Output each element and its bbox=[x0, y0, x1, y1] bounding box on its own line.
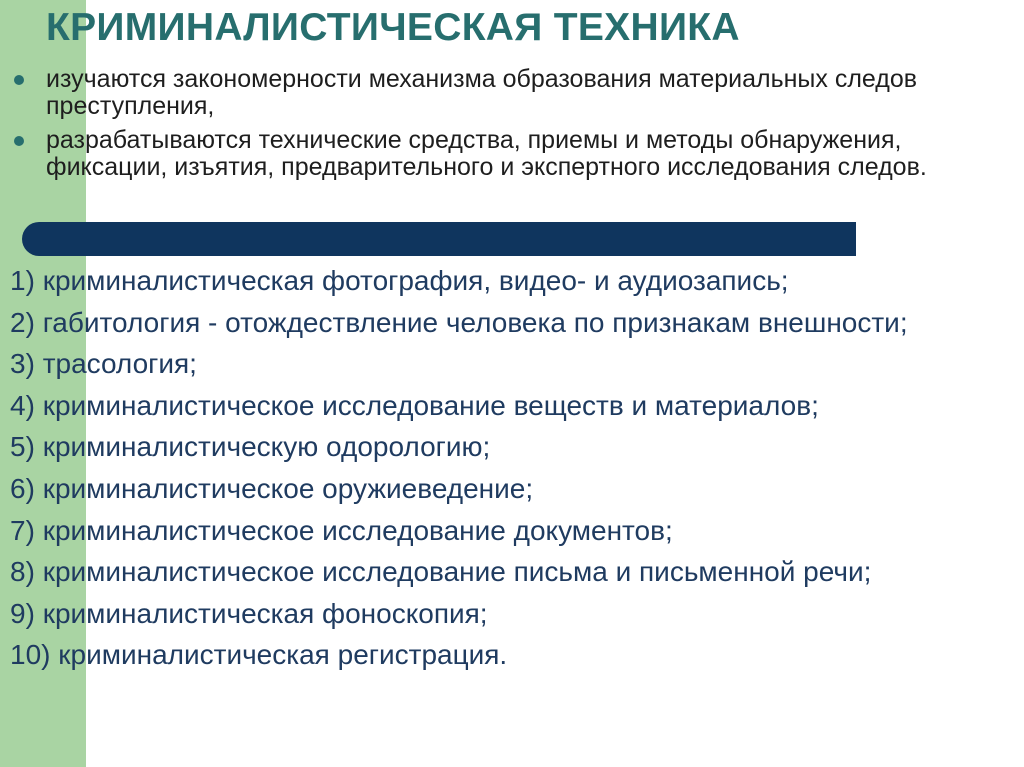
numbered-list bbox=[10, 266, 1015, 682]
bullet-dot-icon bbox=[14, 75, 24, 85]
item-text: криминалистическое исследование письма и письменной речи; bbox=[42, 556, 872, 588]
bullet-item bbox=[14, 66, 1004, 120]
list-item bbox=[10, 557, 1015, 586]
item-text: габитология - отождествление человека по признакам внешности; bbox=[42, 306, 908, 338]
list-item bbox=[10, 599, 1015, 628]
bullet-dot-icon bbox=[14, 136, 24, 146]
list-item bbox=[10, 474, 1015, 503]
item-number: 2) bbox=[10, 306, 35, 338]
item-text: криминалистическое исследование веществ и материалов; bbox=[42, 389, 819, 421]
item-number: 6) bbox=[10, 472, 35, 504]
item-number: 8) bbox=[10, 556, 35, 588]
item-number: 4) bbox=[10, 389, 35, 421]
bullet-text: изучаются закономерности механизма образования материальных следов преступления, bbox=[46, 65, 918, 120]
item-number: 9) bbox=[10, 597, 35, 629]
list-item bbox=[10, 308, 1015, 337]
bullet-list bbox=[14, 66, 1004, 188]
slide-title: КРИМИНАЛИСТИЧЕСКАЯ ТЕХНИКА bbox=[46, 6, 740, 49]
item-number: 7) bbox=[10, 514, 35, 546]
item-text: трасология; bbox=[42, 348, 197, 380]
list-item bbox=[10, 349, 1015, 378]
item-text: криминалистическая фотография, видео- и аудиозапись; bbox=[42, 265, 789, 296]
bullet-text: разрабатываются технические средства, приемы и методы обнаружения, фиксации, изъятия, предварительного и экспертного исследования следов. bbox=[46, 126, 927, 181]
item-number: 3) bbox=[10, 348, 35, 380]
item-text: криминалистическое исследование документов; bbox=[42, 514, 673, 546]
list-item bbox=[10, 391, 1015, 420]
list-item bbox=[10, 432, 1015, 461]
item-text: криминалистическая регистрация. bbox=[58, 639, 508, 671]
list-item bbox=[10, 640, 1015, 669]
item-text: криминалистическая фоноскопия; bbox=[42, 597, 488, 629]
list-item bbox=[10, 266, 1015, 295]
item-number: 10) bbox=[10, 639, 51, 671]
list-item bbox=[10, 516, 1015, 545]
item-number: 1) bbox=[10, 265, 35, 296]
item-number: 5) bbox=[10, 431, 35, 463]
item-text: криминалистическое оружиеведение; bbox=[42, 472, 534, 504]
item-text: криминалистическую одорологию; bbox=[42, 431, 491, 463]
bullet-item bbox=[14, 127, 1004, 181]
decorative-divider-bar bbox=[22, 222, 856, 256]
